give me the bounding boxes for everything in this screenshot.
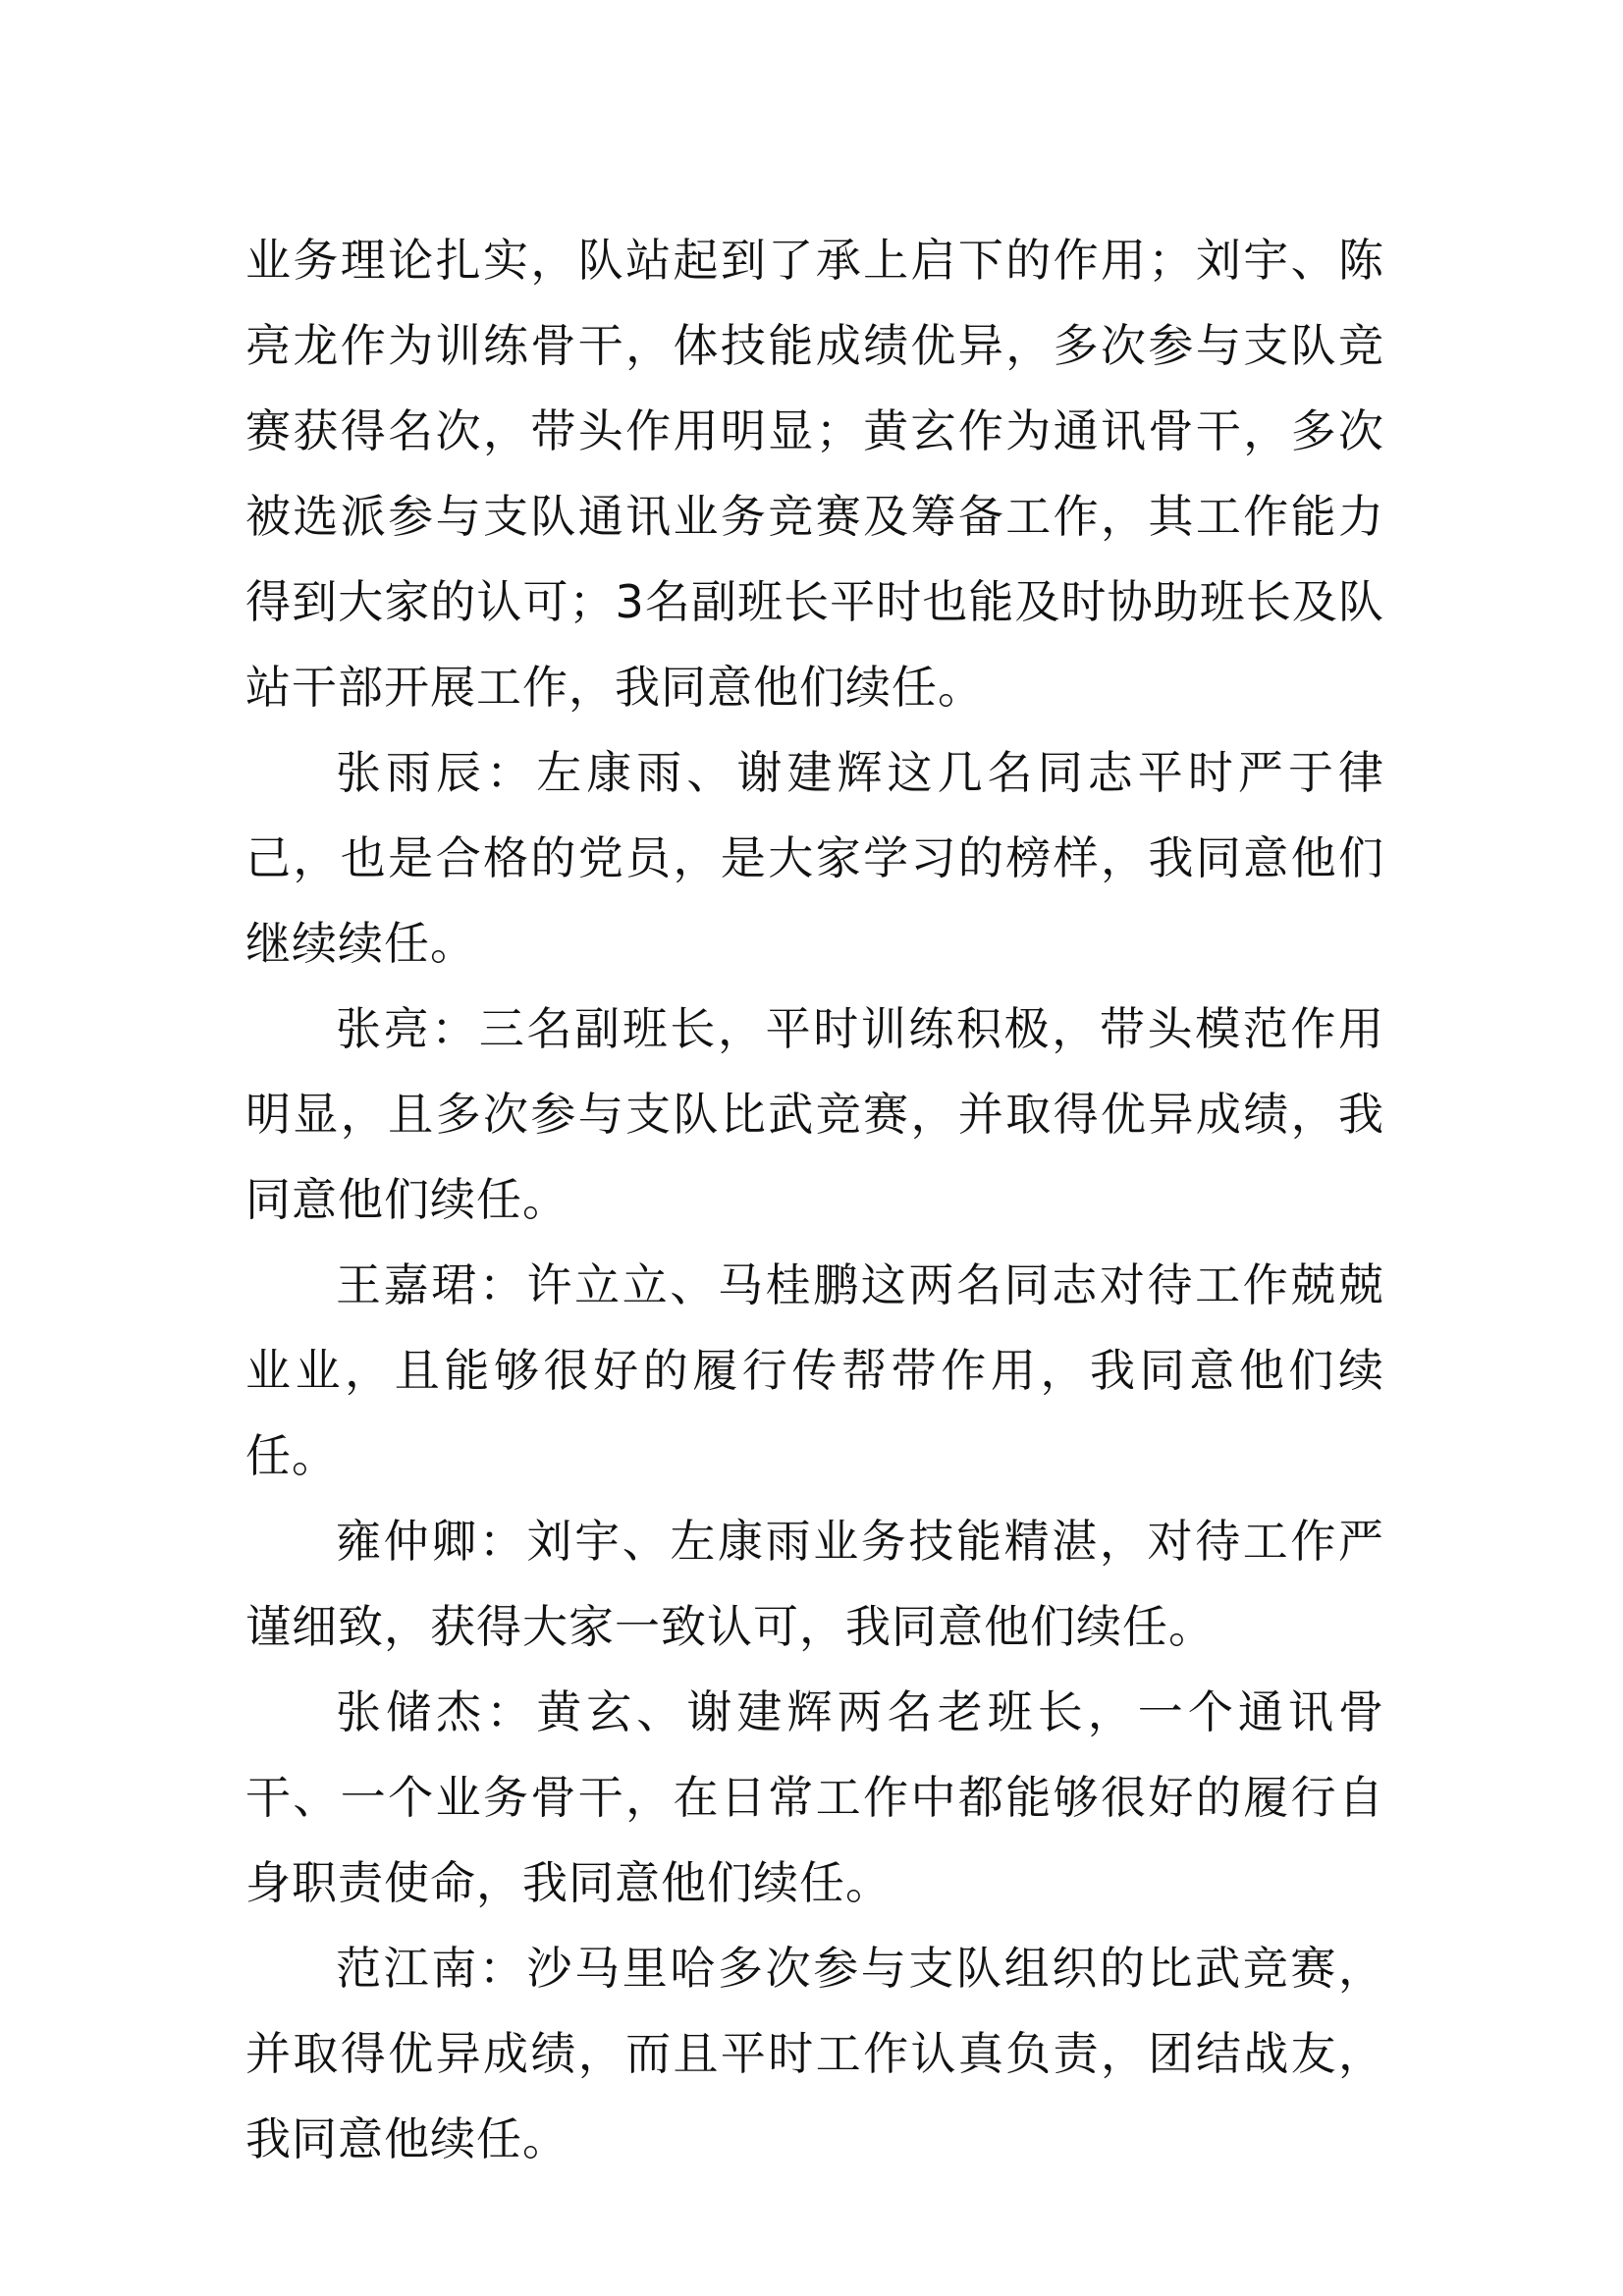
document-body (245, 218, 1384, 2182)
paragraph-wang-jiajun: 王嘉珺：许立立、马桂鹏这两名同志对待工作兢兢业业，且能够很好的履行传帮带作用，我同意他们续任。 (245, 1258, 1384, 1482)
paragraph-zhang-yuchen: 张雨辰：左康雨、谢建辉这几名同志平时严于律己，也是合格的党员，是大家学习的榜样，我同意他们继续续任。 (245, 746, 1384, 970)
paragraph-zhang-chujie: 张储杰：黄玄、谢建辉两名老班长，一个通讯骨干、一个业务骨干，在日常工作中都能够很好的履行自身职责使命，我同意他们续任。 (245, 1685, 1384, 1909)
paragraph-zhang-liang: 张亮：三名副班长，平时训练积极，带头模范作用明显，且多次参与支队比武竞赛，并取得优异成绩，我同意他们续任。 (245, 1002, 1384, 1226)
paragraph-continuation: 业务理论扎实，队站起到了承上启下的作用；刘宇、陈亮龙作为训练骨干，体技能成绩优异，多次参与支队竞赛获得名次，带头作用明显；黄玄作为通讯骨干，多次被选派参与支队通讯业务竞赛及筹备工作，其工作能力得到大家的认可；3名副班长平时也能及时协助班长及队站干部开展工作，我同意他们续任。 (245, 234, 1384, 714)
paragraph-fan-jiangnan: 范江南：沙马里哈多次参与支队组织的比武竞赛，并取得优异成绩，而且平时工作认真负责，团结战友，我同意他续任。 (245, 1942, 1384, 2165)
paragraph-yong-zhongqing: 雍仲卿：刘宇、左康雨业务技能精湛，对待工作严谨细致，获得大家一致认可，我同意他们续任。 (245, 1515, 1384, 1653)
